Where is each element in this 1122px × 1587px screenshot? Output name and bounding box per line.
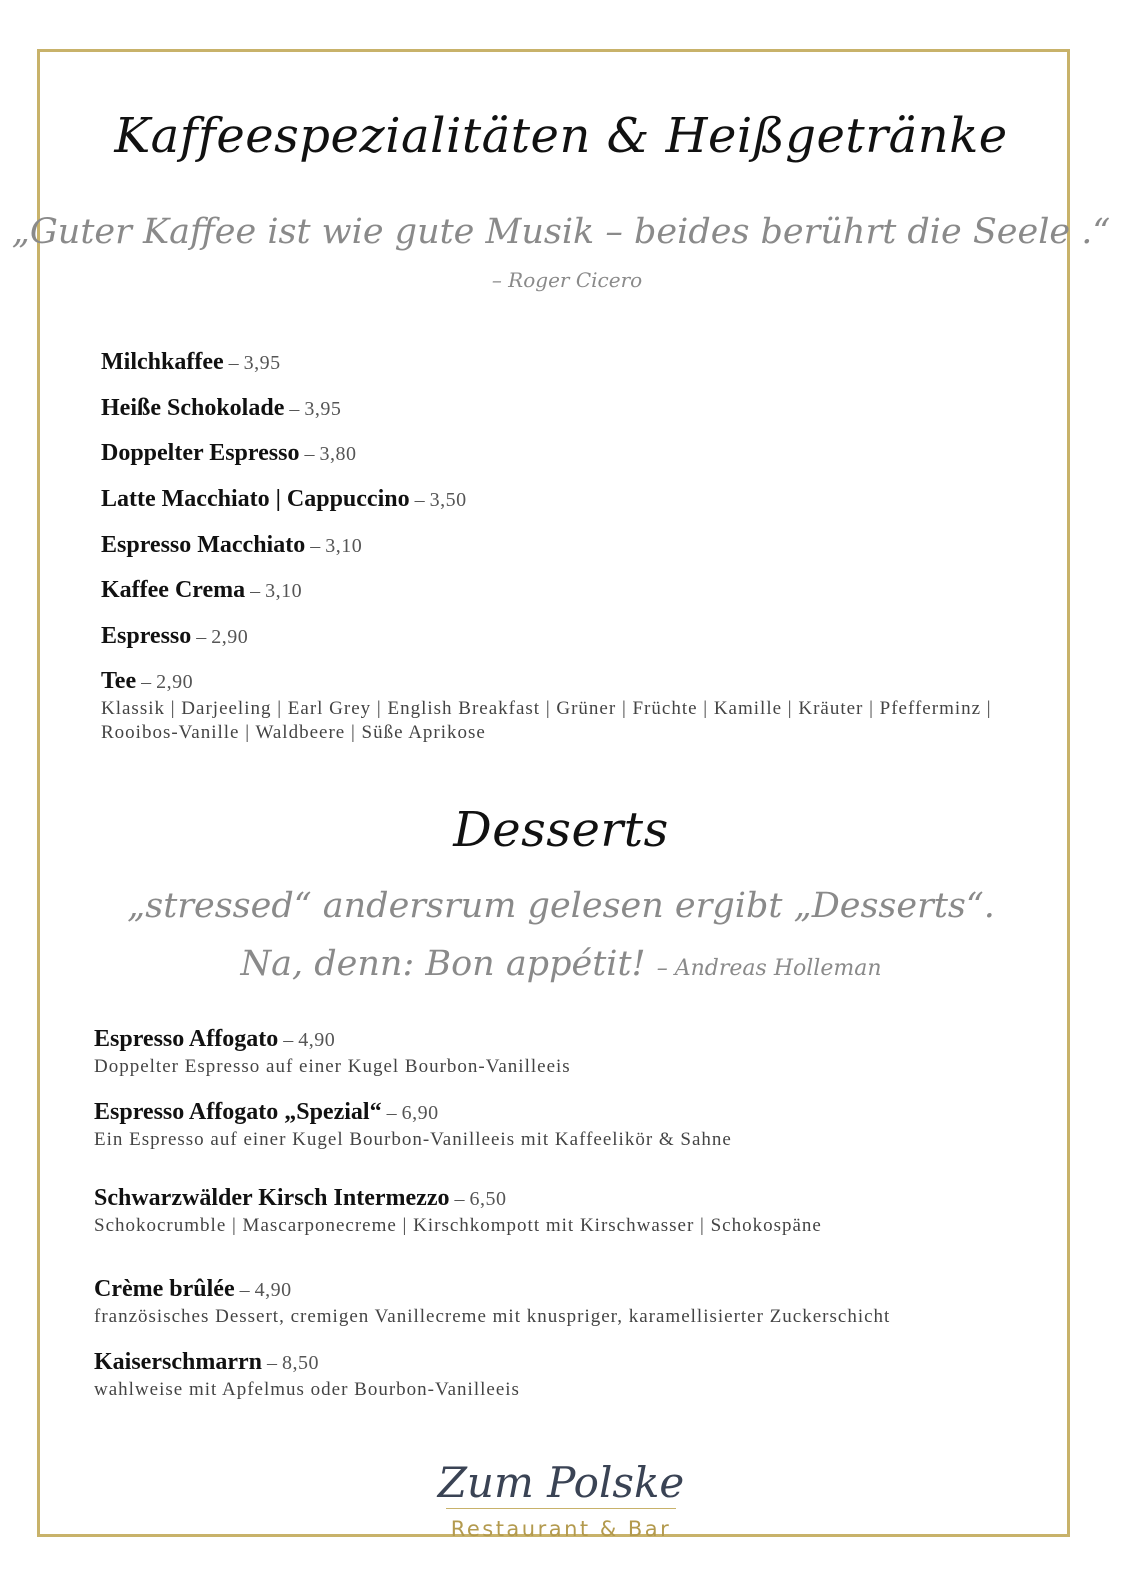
menu-item xyxy=(94,1350,520,1402)
item-name: Espresso Affogato xyxy=(94,1026,279,1052)
item-name: Crème brûlée xyxy=(94,1276,235,1302)
menu-item xyxy=(101,669,1001,745)
coffee-quote-author: – Roger Cicero xyxy=(491,268,643,292)
menu-item xyxy=(101,487,467,511)
item-separator: – xyxy=(381,1102,402,1124)
item-separator: – xyxy=(278,1029,299,1051)
item-price: 2,90 xyxy=(211,626,249,648)
item-name: Heiße Schokolade xyxy=(101,395,285,421)
desserts-quote-line1: „stressed“ andersrum gelesen ergibt „Desserts“. xyxy=(127,886,995,926)
item-price: 4,90 xyxy=(298,1029,336,1051)
menu-item xyxy=(101,624,248,648)
item-name: Milchkaffee xyxy=(101,349,224,375)
item-separator: – xyxy=(449,1188,470,1210)
item-separator: – xyxy=(191,626,212,648)
menu-item xyxy=(94,1277,890,1329)
item-name: Latte Macchiato | Cappuccino xyxy=(101,486,410,512)
item-price: 2,90 xyxy=(156,671,194,693)
menu-item xyxy=(101,396,341,420)
desserts-section-title: Desserts xyxy=(453,802,669,858)
item-price: 8,50 xyxy=(281,1352,319,1374)
item-price: 4,90 xyxy=(254,1279,292,1301)
desserts-quote-text: Na, denn: Bon appétit! xyxy=(240,944,646,984)
item-description: Klassik | Darjeeling | Earl Grey | English Breakfast | Grüner | Früchte | Kamille | Kräuter | Pfefferminz | Rooibos-Vanille | Waldbeere | Süße Aprikose xyxy=(101,698,992,743)
item-description: Schokocrumble | Mascarponecreme | Kirschkompott mit Kirschwasser | Schokospäne xyxy=(94,1215,822,1236)
coffee-section-title: Kaffeespezialitäten & Heißgetränke xyxy=(114,108,1008,164)
coffee-quote: „Guter Kaffee ist wie gute Musik – beides berührt die Seele .“ xyxy=(11,212,1111,252)
restaurant-logo xyxy=(0,1458,1122,1541)
desserts-quote-author: – Andreas Holleman xyxy=(656,956,882,981)
item-separator: – xyxy=(299,443,320,465)
item-price: 3,95 xyxy=(304,398,342,420)
item-separator: – xyxy=(284,398,305,420)
menu-item xyxy=(101,350,281,374)
item-name: Espresso xyxy=(101,623,192,649)
item-price: 3,80 xyxy=(319,443,357,465)
item-price: 3,10 xyxy=(325,535,363,557)
item-separator: – xyxy=(245,580,266,602)
item-price: 3,95 xyxy=(243,352,281,374)
logo-wordmark: Zum Polske xyxy=(437,1458,685,1507)
item-description: wahlweise mit Apfelmus oder Bourbon-Vanilleeis xyxy=(94,1379,520,1400)
menu-item xyxy=(101,533,362,557)
item-separator: – xyxy=(409,489,430,511)
item-price: 3,50 xyxy=(429,489,467,511)
item-name: Espresso Affogato „Spezial“ xyxy=(94,1099,382,1125)
menu-item xyxy=(94,1100,732,1152)
item-separator: – xyxy=(305,535,326,557)
item-description: Doppelter Espresso auf einer Kugel Bourbon-Vanilleeis xyxy=(94,1056,571,1077)
item-separator: – xyxy=(234,1279,255,1301)
item-separator: – xyxy=(223,352,244,374)
item-separator: – xyxy=(261,1352,282,1374)
menu-item xyxy=(101,578,302,602)
item-description: Ein Espresso auf einer Kugel Bourbon-Vanilleeis mit Kaffeelikör & Sahne xyxy=(94,1129,732,1150)
menu-item xyxy=(94,1027,571,1079)
menu-item xyxy=(94,1186,822,1238)
item-name: Doppelter Espresso xyxy=(101,440,300,466)
item-name: Kaffee Crema xyxy=(101,577,246,603)
item-price: 6,50 xyxy=(469,1188,507,1210)
logo-subtitle: Restaurant & Bar xyxy=(450,1517,672,1541)
item-name: Espresso Macchiato xyxy=(101,532,306,558)
item-separator: – xyxy=(136,671,157,693)
item-name: Tee xyxy=(101,668,137,694)
item-price: 6,90 xyxy=(401,1102,439,1124)
item-description: französisches Dessert, cremigen Vanillecreme mit knuspriger, karamellisierter Zuckerschicht xyxy=(94,1306,891,1327)
desserts-quote-line2 xyxy=(0,944,1122,984)
item-name: Schwarzwälder Kirsch Intermezzo xyxy=(94,1185,450,1211)
menu-item xyxy=(101,441,356,465)
item-price: 3,10 xyxy=(265,580,303,602)
logo-underline xyxy=(446,1508,676,1509)
item-name: Kaiserschmarrn xyxy=(94,1349,262,1375)
